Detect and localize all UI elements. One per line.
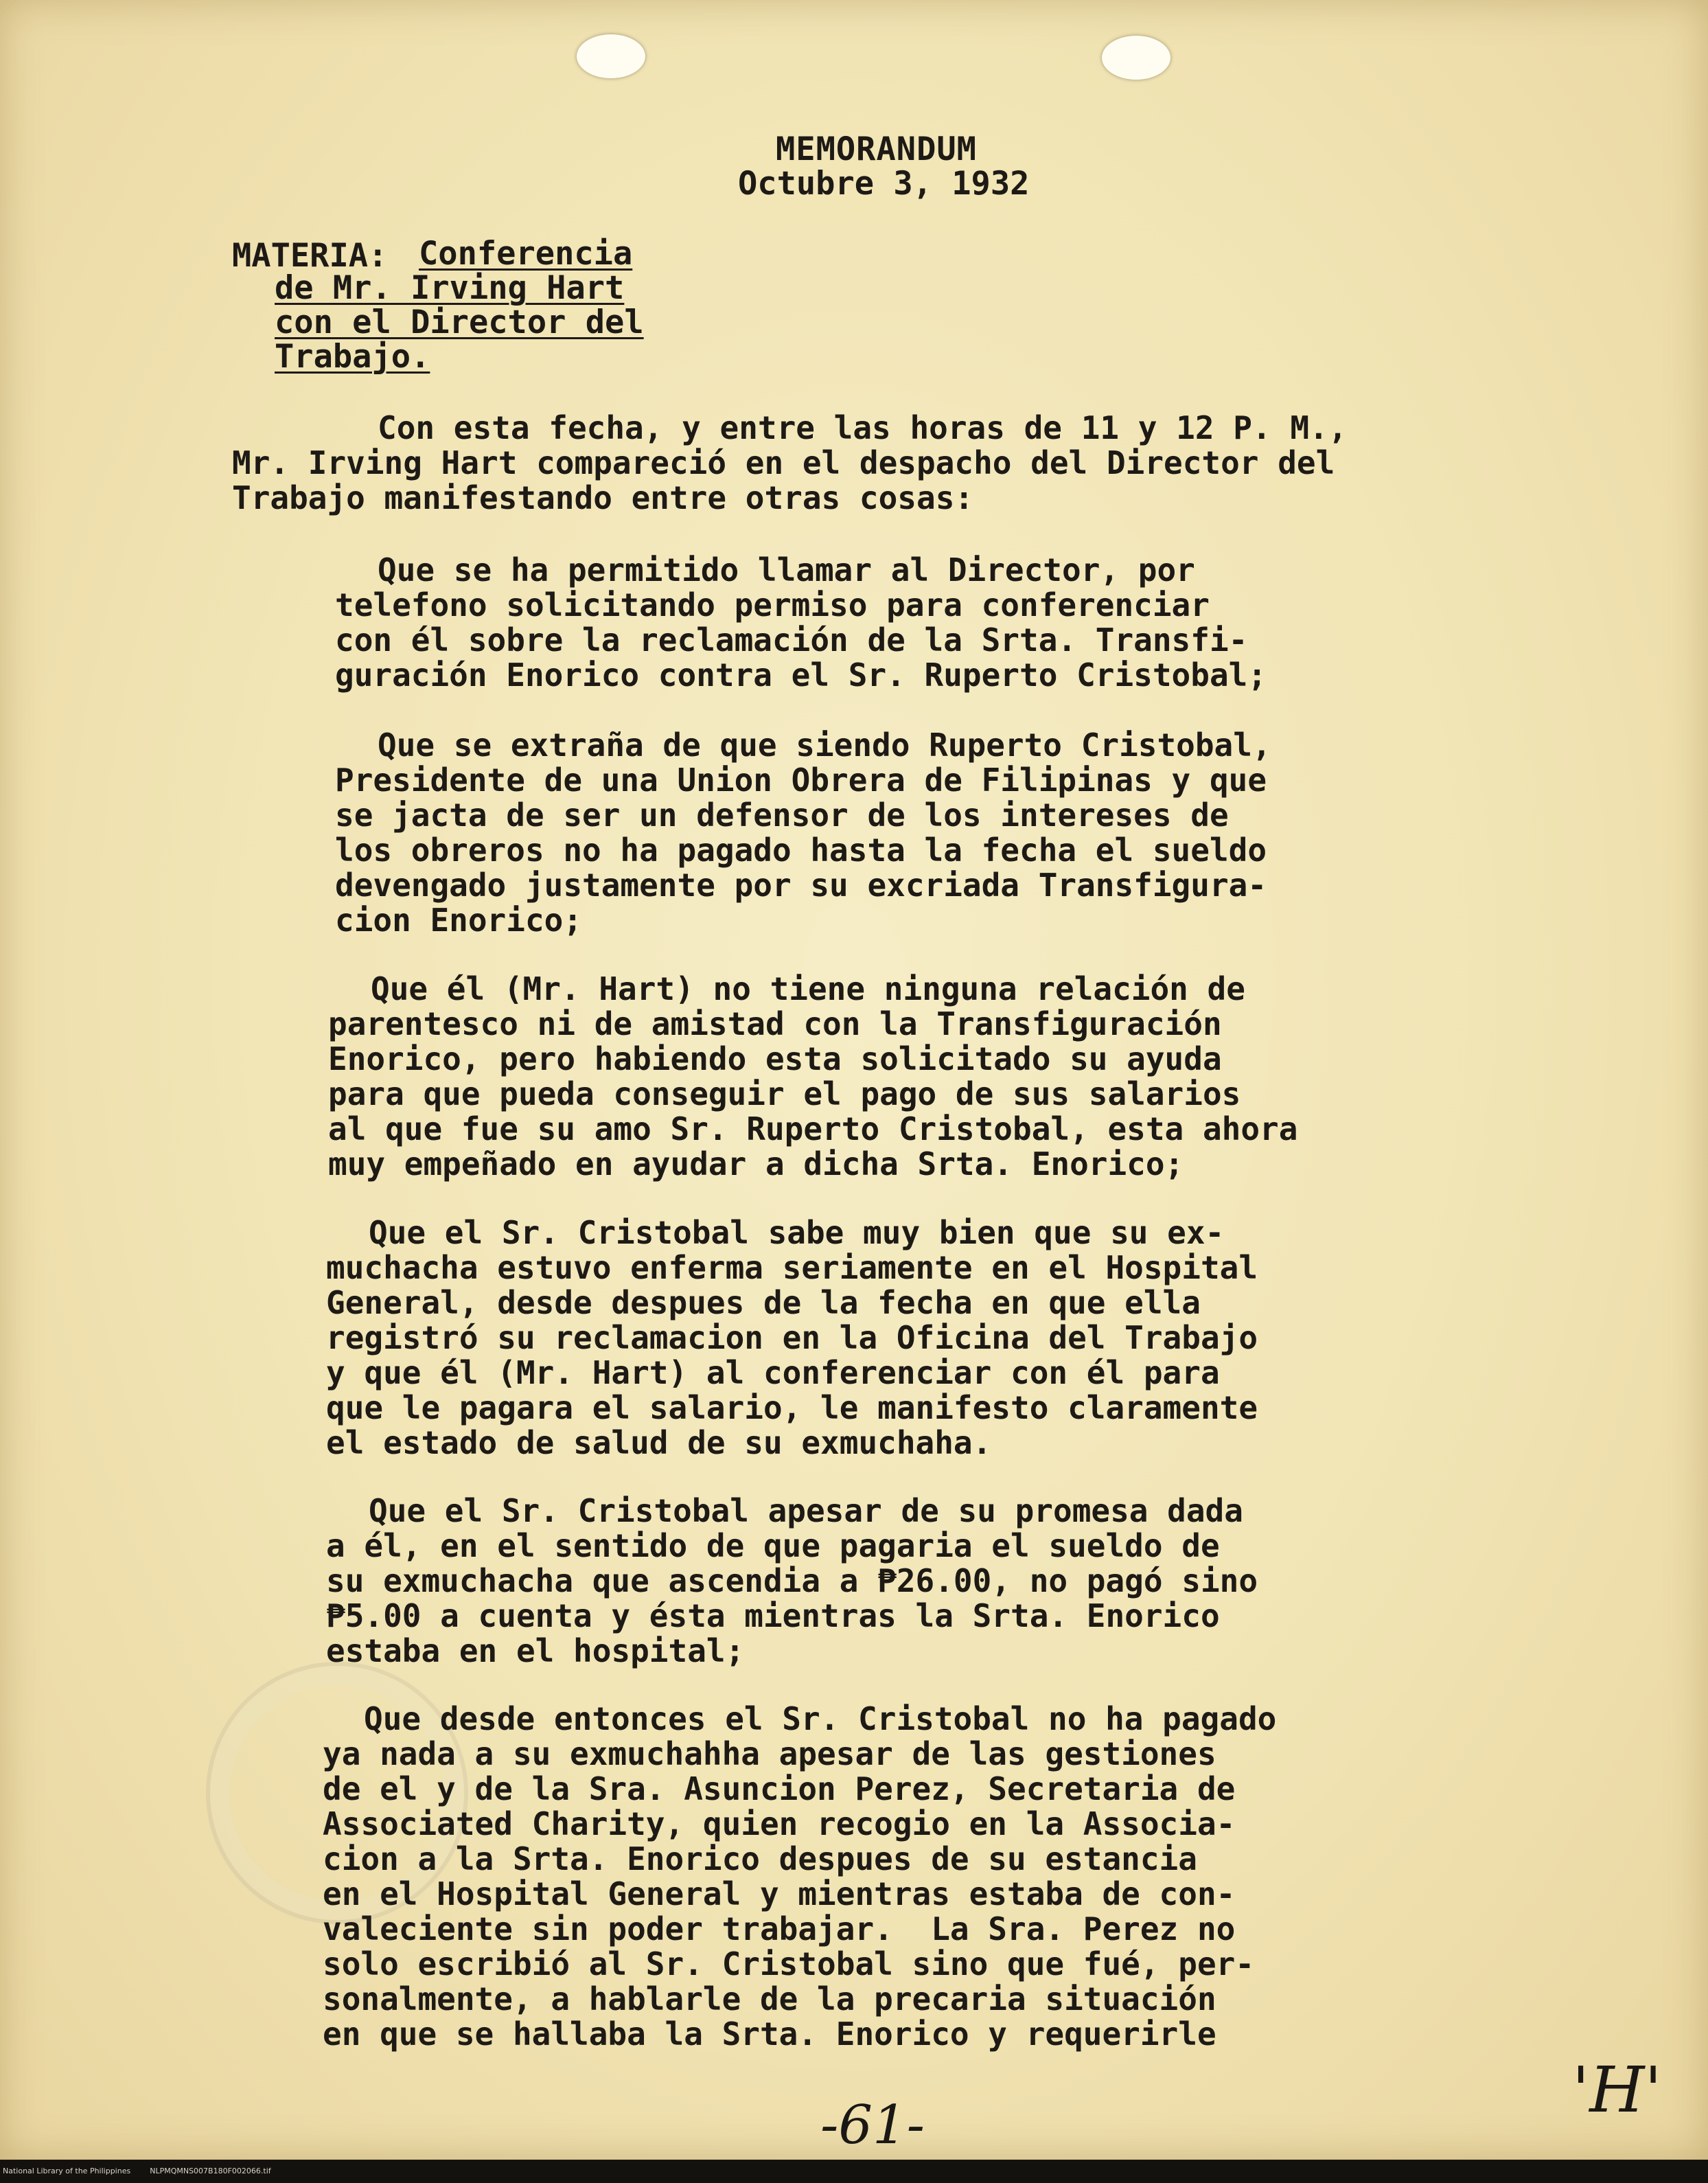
handwritten-page-number: -61- xyxy=(820,2094,925,2156)
text-line: muchacha estuvo enferma seriamente en el Hospital xyxy=(326,1249,1258,1286)
text-line: Associated Charity, quien recogio en la Associa- xyxy=(323,1805,1236,1842)
text-line: General, desde despues de la fecha en que ella xyxy=(326,1284,1201,1321)
text-line: Que desde entonces el Sr. Cristobal no ha pagado xyxy=(364,1700,1277,1737)
memo-date: Octubre 3, 1932 xyxy=(738,165,1030,203)
subject-line: de Mr. Irving Hart xyxy=(275,269,625,307)
text-line: en el Hospital General y mientras estaba de con- xyxy=(323,1875,1236,1912)
paragraph-4 xyxy=(326,1215,1258,1461)
paragraph-2 xyxy=(335,728,1271,938)
text-line: Con esta fecha, y entre las horas de 11 y 12 P. M., xyxy=(378,409,1348,446)
subject-line: Trabajo. xyxy=(275,338,430,376)
text-line: a él, en el sentido de que pagaria el sueldo de xyxy=(326,1527,1220,1564)
intro-paragraph xyxy=(232,411,1347,516)
text-line: Enorico, pero habiendo esta solicitado su ayuda xyxy=(328,1040,1222,1077)
text-line: de el y de la Sra. Asuncion Perez, Secretaria de xyxy=(323,1770,1236,1807)
text-line: guración Enorico contra el Sr. Ruperto Cristobal; xyxy=(335,656,1267,694)
text-line: devengado justamente por su excriada Transfigura- xyxy=(335,867,1267,904)
text-line: para que pueda conseguir el pago de sus salarios xyxy=(328,1075,1241,1112)
text-line: Que se ha permitido llamar al Director, por xyxy=(378,551,1195,588)
text-line: solo escribió al Sr. Cristobal sino que fué, per- xyxy=(323,1945,1255,1982)
text-line: se jacta de ser un defensor de los intereses de xyxy=(335,797,1229,834)
text-line: en que se hallaba la Srta. Enorico y requerirle xyxy=(323,2015,1216,2053)
text-line: muy empeñado en ayudar a dicha Srta. Enorico; xyxy=(328,1145,1184,1182)
handwritten-initial: 'H' xyxy=(1572,2053,1662,2127)
text-line: Mr. Irving Hart compareció en el despacho del Director del xyxy=(232,444,1335,481)
text-line: Que el Sr. Cristobal sabe muy bien que su ex- xyxy=(369,1214,1225,1251)
text-line: su exmuchacha que ascendia a ₱26.00, no pagó sino xyxy=(326,1562,1258,1599)
archive-info-strip xyxy=(0,2160,1708,2183)
text-line: parentesco ni de amistad con la Transfiguración xyxy=(328,1005,1222,1042)
punch-hole-right xyxy=(1102,36,1170,80)
paragraph-3 xyxy=(328,972,1297,1182)
paragraph-6 xyxy=(323,1702,1276,2052)
text-line: registró su reclamacion en la Oficina del Trabajo xyxy=(326,1319,1258,1356)
text-line: al que fue su amo Sr. Ruperto Cristobal, esta ahora xyxy=(328,1110,1298,1147)
text-line: cion a la Srta. Enorico despues de su estancia xyxy=(323,1840,1197,1877)
materia-label: MATERIA: xyxy=(232,237,388,275)
text-line: valeciente sin poder trabajar. La Sra. Perez no xyxy=(323,1910,1236,1947)
paragraph-1 xyxy=(335,553,1267,693)
text-line: cion Enorico; xyxy=(335,902,583,939)
text-line: y que él (Mr. Hart) al conferenciar con él para xyxy=(326,1354,1220,1391)
file-name: NLPMQMNS007B180F002066.tif xyxy=(150,2167,271,2175)
subject-line: Conferencia xyxy=(419,235,633,273)
text-line: con él sobre la reclamación de la Srta. Transfi- xyxy=(335,621,1248,659)
text-line: los obreros no ha pagado hasta la fecha el sueldo xyxy=(335,832,1267,869)
text-line: el estado de salud de su exmuchaha. xyxy=(326,1424,992,1461)
text-line: ₱5.00 a cuenta y ésta mientras la Srta. Enorico xyxy=(326,1597,1220,1634)
punch-hole-left xyxy=(577,34,645,78)
text-line: ya nada a su exmuchahha apesar de las gestiones xyxy=(323,1735,1216,1772)
text-line: Que se extraña de que siendo Ruperto Cristobal, xyxy=(378,727,1271,764)
text-line: que le pagara el salario, le manifesto claramente xyxy=(326,1389,1258,1426)
subject-line: con el Director del xyxy=(275,304,644,341)
text-line: Trabajo manifestando entre otras cosas: xyxy=(232,479,974,516)
text-line: estaba en el hospital; xyxy=(326,1632,745,1669)
text-line: Que el Sr. Cristobal apesar de su promesa dada xyxy=(369,1492,1243,1529)
text-line: Presidente de una Union Obrera de Filipinas y que xyxy=(335,762,1267,799)
text-line: Que él (Mr. Hart) no tiene ninguna relación de xyxy=(371,970,1245,1007)
library-name: National Library of the Philippines xyxy=(3,2167,131,2175)
paragraph-5 xyxy=(326,1494,1258,1669)
memo-title: MEMORANDUM xyxy=(776,130,977,168)
text-line: telefono solicitando permiso para conferenciar xyxy=(335,586,1210,624)
text-line: sonalmente, a hablarle de la precaria situación xyxy=(323,1980,1216,2018)
